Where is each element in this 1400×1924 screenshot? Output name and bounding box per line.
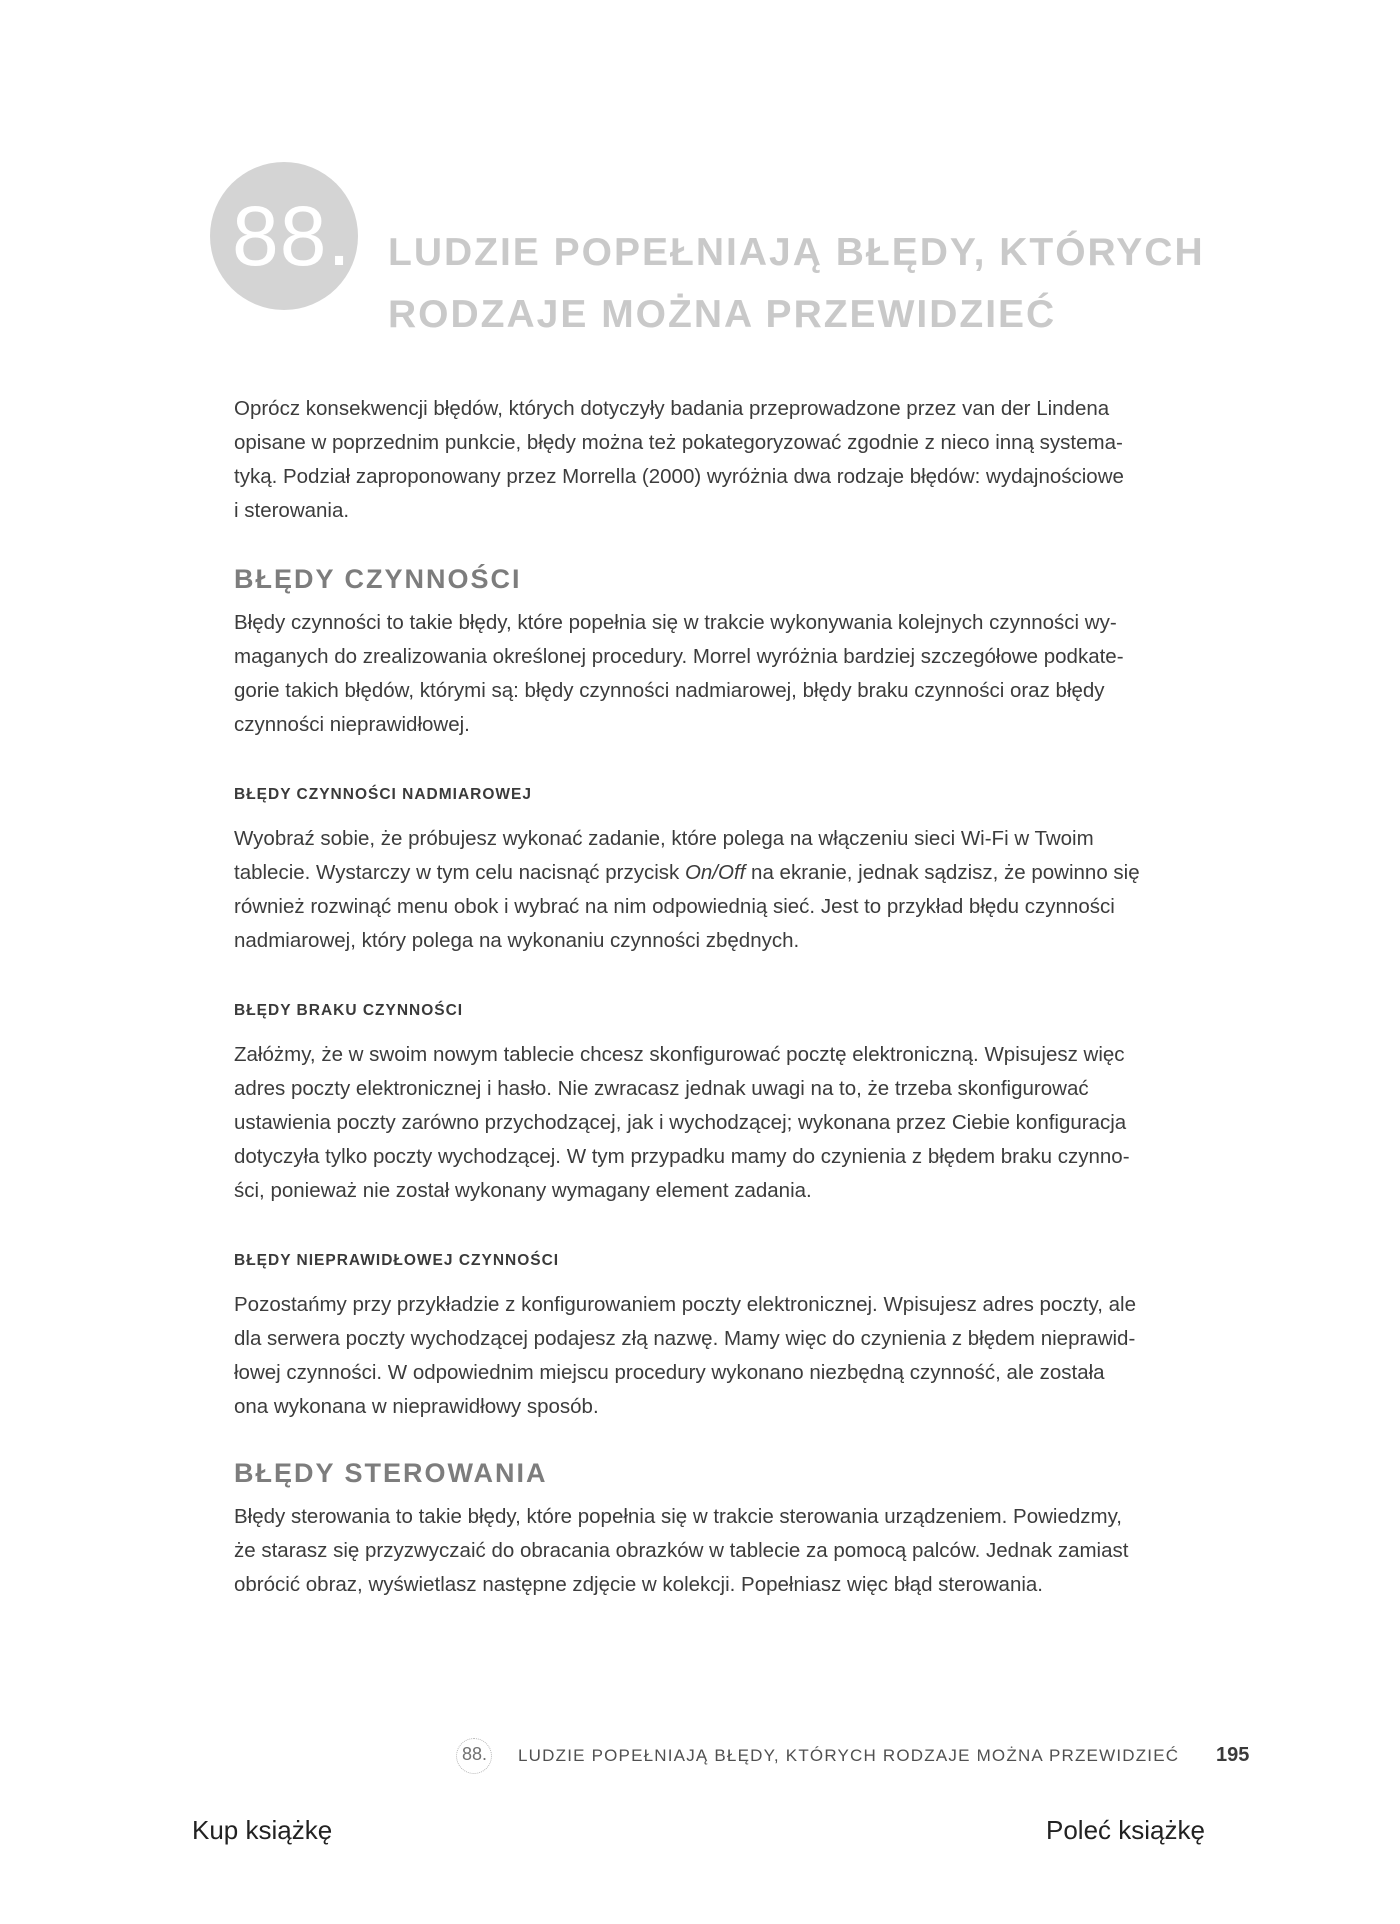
text-line: ona wykonana w nieprawidłowy sposób. (234, 1395, 599, 1418)
text-line: i sterowania. (234, 499, 350, 522)
footer-chapter-number: 88. (462, 1744, 488, 1764)
text-line: Załóżmy, że w swoim nowym tablecie chcesz skonfigurować pocztę elektroniczną. Wpisujesz więc (234, 1043, 1125, 1066)
text-line: ści, ponieważ nie został wykonany wymagany element zadania. (234, 1179, 812, 1202)
text-line: nadmiarowej, który polega na wykonaniu czynności zbędnych. (234, 929, 800, 952)
text-line: opisane w poprzednim punkcie, błędy można też pokategoryzować zgodnie z nieco inną systema- (234, 431, 1123, 454)
subsection-heading: BŁĘDY BRAKU CZYNNOŚCI (234, 1002, 464, 1019)
text-line: Błędy czynności to takie błędy, które popełnia się w trakcie wykonywania kolejnych czynności wy- (234, 611, 1117, 634)
text-line: Błędy sterowania to takie błędy, które popełnia się w trakcie sterowania urządzeniem. Powiedzmy, (234, 1505, 1123, 1528)
text-line: ustawienia poczty zarówno przychodzącej, jak i wychodzącej; wykonana przez Ciebie konfiguracja (234, 1111, 1127, 1134)
chapter-title-line-2: RODZAJE MOŻNA PRZEWIDZIEĆ (388, 293, 1057, 336)
subsection-heading: BŁĘDY NIEPRAWIDŁOWEJ CZYNNOŚCI (234, 1252, 560, 1269)
page-body (234, 392, 1194, 1602)
subsection-paragraph (234, 1038, 1194, 1208)
recommend-book-link[interactable]: Poleć książkę (1046, 1815, 1205, 1845)
text-line: że starasz się przyzwyczaić do obracania obrazków w tablecie za pomocą palców. Jednak zamiast (234, 1539, 1129, 1562)
text-line: maganych do zrealizowania określonej procedury. Morrel wyróżnia bardziej szczegółowe podkate- (234, 645, 1124, 668)
text-line: gorie takich błędów, którymi są: błędy czynności nadmiarowej, błędy braku czynności oraz błędy (234, 679, 1105, 702)
text-line: również rozwinąć menu obok i wybrać na nim odpowiednią sieć. Jest to przykład błędu czynności (234, 895, 1115, 918)
chapter-number: 88. (232, 189, 352, 283)
text-line: czynności nieprawidłowej. (234, 713, 470, 736)
buy-book-link[interactable]: Kup książkę (192, 1815, 333, 1845)
text-line: tyką. Podział zaproponowany przez Morrella (2000) wyróżnia dwa rodzaje błędów: wydajnościowe (234, 465, 1124, 488)
text-line: Pozostańmy przy przykładzie z konfigurowaniem poczty elektronicznej. Wpisujesz adres poczty, ale (234, 1293, 1136, 1316)
chapter-title-line-1: LUDZIE POPEŁNIAJĄ BŁĘDY, KTÓRYCH (388, 231, 1205, 274)
section-paragraph (234, 606, 1194, 742)
intro-paragraph (234, 392, 1194, 528)
subsection-paragraph (234, 822, 1194, 958)
section-heading: BŁĘDY CZYNNOŚCI (234, 564, 522, 594)
chapter-title (388, 222, 1248, 346)
section-paragraph (234, 1500, 1194, 1602)
text-line: obrócić obraz, wyświetlasz następne zdjęcie w kolekcji. Popełniasz więc błąd sterowania. (234, 1573, 1043, 1596)
text-line: Oprócz konsekwencji błędów, których dotyczyły badania przeprowadzone przez van der Lindena (234, 397, 1110, 420)
text-line: tablecie. Wystarczy w tym celu nacisnąć przycisk (234, 861, 685, 884)
subsection-heading: BŁĘDY CZYNNOŚCI NADMIAROWEJ (234, 786, 532, 803)
text-line: Wyobraź sobie, że próbujesz wykonać zadanie, które polega na włączeniu sieci Wi-Fi w Twoim (234, 827, 1094, 850)
text-line: adres poczty elektronicznej i hasło. Nie zwracasz jednak uwagi na to, że trzeba skonfigurować (234, 1077, 1089, 1100)
emphasis-on-off: On/Off (684, 861, 746, 884)
text-line: dla serwera poczty wychodzącej podajesz złą nazwę. Mamy więc do czynienia z błędem nieprawid- (234, 1327, 1136, 1350)
page-number: 195 (1216, 1744, 1250, 1766)
text-line: na ekranie, jednak sądzisz, że powinno się (745, 861, 1140, 884)
footer-chapter-title: LUDZIE POPEŁNIAJĄ BŁĘDY, KTÓRYCH RODZAJE MOŻNA PRZEWIDZIEĆ (518, 1746, 1180, 1765)
text-line: dotyczyła tylko poczty wychodzącej. W tym przypadku mamy do czynienia z błędem braku czynno- (234, 1145, 1130, 1168)
subsection-paragraph (234, 1288, 1194, 1424)
running-footer (456, 1736, 1256, 1776)
section-heading: BŁĘDY STEROWANIA (234, 1458, 548, 1488)
text-line: łowej czynności. W odpowiednim miejscu procedury wykonano niezbędną czynność, ale została (234, 1361, 1105, 1384)
